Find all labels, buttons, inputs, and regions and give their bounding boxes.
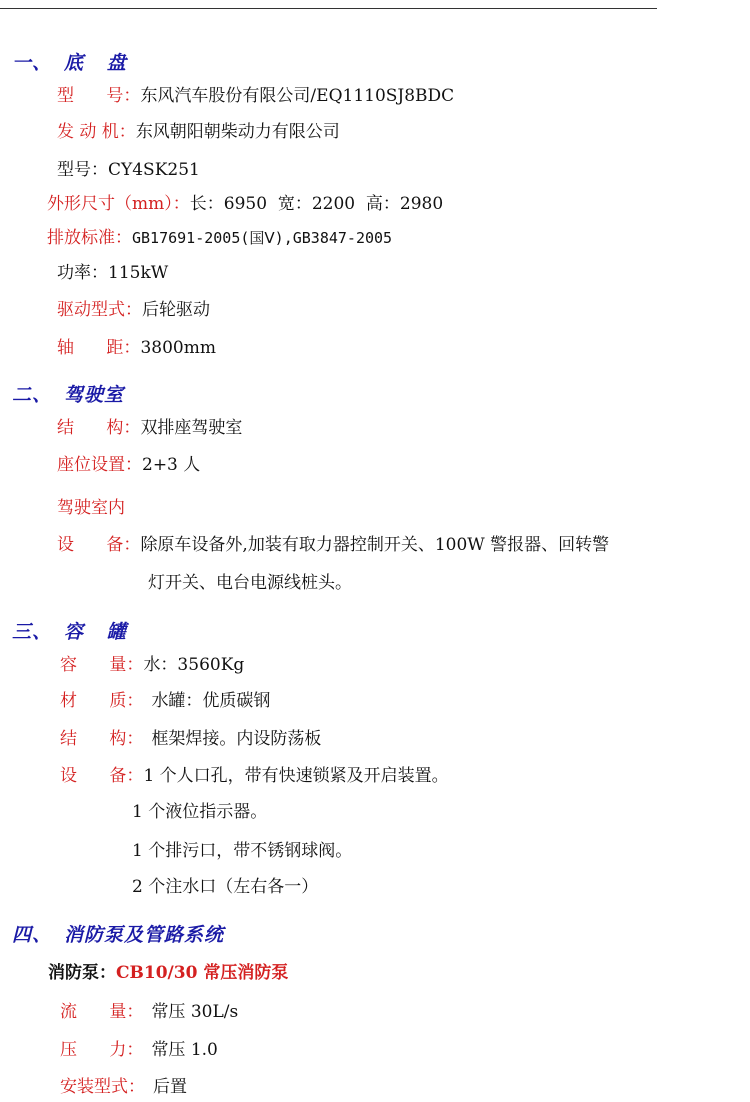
tank-material-value: 水罐：优质碳钢: [151, 691, 271, 711]
pump-install-row: [60, 1076, 187, 1098]
cab-structure-row: [57, 417, 242, 439]
top-divider-line: [0, 8, 657, 9]
cab-structure-label: 结 构：: [57, 418, 141, 438]
chassis-model-row: [57, 85, 454, 107]
chassis-emission-label: 排放标准：: [47, 228, 132, 248]
tank-structure-row: [60, 728, 321, 750]
chassis-wheelbase-value: 3800mm: [140, 338, 216, 358]
section-title: 底 盘: [64, 52, 127, 74]
pump-title-row: [48, 962, 288, 984]
chassis-model-label: 型 号：: [57, 86, 141, 106]
chassis-drive-label: 驱动型式：: [57, 300, 142, 320]
chassis-wheelbase-row: [57, 337, 216, 359]
section-title: 容 罐: [64, 621, 127, 643]
pump-install-label: 安装型式：: [60, 1077, 145, 1097]
chassis-drive-value: 后轮驱动: [142, 300, 210, 320]
cab-equipment-row: [57, 534, 609, 556]
tank-capacity-value: 水：3560Kg: [143, 655, 245, 675]
cab-interior-label: 驾驶室内: [57, 498, 125, 518]
pump-pressure-row: [60, 1039, 218, 1061]
cab-seats-row: [57, 454, 200, 476]
cab-seats-value: 2+3 人: [142, 455, 201, 475]
cab-equipment-line1: 除原车设备外,加装有取力器控制开关、100W 警报器、回转警: [140, 535, 610, 555]
pump-pressure-label: 压 力：: [60, 1040, 144, 1060]
tank-equipment-row: [60, 765, 449, 787]
section-title: 消防泵及管路系统: [64, 924, 225, 946]
chassis-emission-value: GB17691-2005(国Ⅴ),GB3847-2005: [132, 229, 393, 247]
tank-equipment-line3: 1 个排污口，带不锈钢球阀。: [132, 841, 353, 861]
chassis-drive-row: [57, 299, 210, 321]
section-number: 三、: [12, 621, 53, 643]
section-heading-chassis: [12, 48, 127, 75]
chassis-dims-value: 长：6950 宽：2200 高：2980: [189, 194, 444, 214]
pump-pressure-value: 常压 1.0: [151, 1040, 218, 1060]
tank-equipment-label: 设 备：: [60, 766, 144, 786]
tank-structure-label: 结 构：: [60, 729, 144, 749]
tank-equipment-line4: 2 个注水口（左右各一）: [132, 877, 319, 897]
tank-material-row: [60, 690, 270, 712]
cab-structure-value: 双排座驾驶室: [140, 418, 243, 438]
tank-material-label: 材 质：: [60, 691, 144, 711]
chassis-model-value: 东风汽车股份有限公司/EQ1110SJ8BDC: [140, 86, 455, 106]
chassis-engine-row: [57, 121, 340, 143]
cab-seats-label: 座位设置：: [57, 455, 142, 475]
section-title: 驾驶室: [64, 384, 125, 406]
pump-flow-value: 常压 30L/s: [151, 1002, 239, 1022]
section-heading-tank: [12, 617, 127, 644]
section-heading-pump: [12, 920, 224, 947]
chassis-engine-label: 发 动 机：: [57, 122, 136, 142]
tank-equipment-line2: 1 个液位指示器。: [132, 802, 268, 822]
chassis-wheelbase-label: 轴 距：: [57, 338, 141, 358]
section-number: 二、: [12, 384, 53, 406]
tank-capacity-row: [60, 654, 244, 676]
pump-flow-label: 流 量：: [60, 1002, 144, 1022]
section-number: 四、: [12, 924, 53, 946]
tank-structure-value: 框架焊接。内设防荡板: [151, 729, 322, 749]
cab-equipment-line2: 灯开关、电台电源线桩头。: [148, 573, 352, 593]
tank-equipment-line1: 1 个人口孔，带有快速锁紧及开启装置。: [143, 766, 449, 786]
chassis-engine-value: 东风朝阳朝柴动力有限公司: [135, 122, 340, 142]
pump-flow-row: [60, 1001, 238, 1023]
section-heading-cab: [12, 380, 124, 407]
pump-title-value: CB10/30 常压消防泵: [116, 963, 289, 983]
section-number: 一、: [12, 52, 53, 74]
chassis-emission-row: [47, 227, 392, 249]
pump-title-label: 消防泵：: [48, 963, 116, 983]
chassis-engine-model: 型号：CY4SK251: [57, 160, 200, 180]
chassis-power: 功率：115kW: [57, 263, 169, 283]
cab-equipment-label: 设 备：: [57, 535, 141, 555]
tank-capacity-label: 容 量：: [60, 655, 144, 675]
pump-install-value: 后置: [153, 1077, 187, 1097]
chassis-dims-row: [47, 193, 443, 215]
chassis-dims-label: 外形尺寸（mm）：: [47, 194, 190, 214]
